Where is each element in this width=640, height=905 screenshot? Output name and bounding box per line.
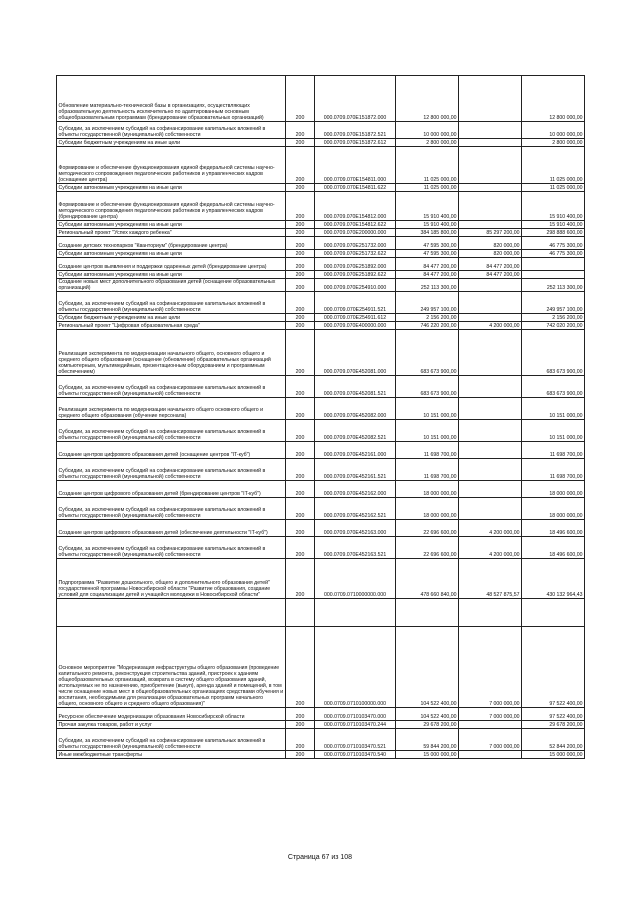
table-row [57, 398, 585, 420]
table-row [57, 221, 585, 229]
row-amount-total: 47 595 300,00 [396, 237, 459, 250]
row-code: 000.0709.070E254910.000 [315, 279, 396, 292]
row-grbs: 200 [286, 192, 315, 221]
row-code: 000.0709.070E452082.521 [315, 420, 396, 442]
row-grbs: 200 [286, 237, 315, 250]
row-grbs: 200 [286, 250, 315, 258]
row-amount-result: 2 156 200,00 [522, 314, 585, 322]
row-amount-change [459, 147, 522, 184]
table-row [57, 721, 585, 729]
row-name: Субсидии автономным учреждениям на иные цели [57, 250, 286, 258]
row-amount-total: 22 696 600,00 [396, 537, 459, 559]
row-name: Субсидии бюджетным учреждениям на иные цели [57, 139, 286, 147]
row-amount-change: 4 200 000,00 [459, 520, 522, 537]
row-grbs: 200 [286, 330, 315, 376]
row-name: Субсидии, за исключением субсидий на софинансирование капитальных вложений в объекты государственной (муниципальной) собственности [57, 537, 286, 559]
row-amount-change: 7 000 000,00 [459, 708, 522, 721]
row-name: Основное мероприятие "Модернизация инфраструктуры общего образования (проведение капитального ремонта, реконструкция строительства зданий, пристроек к зданиям общеобразовательных организаций, возврата в систему общего образования зданий, используемых не по назначению, приобретение (выкуп), аренда зданий и помещений, в том числе оснащение новых мест в общеобразовательных организациях средствами обучения и воспитания, необходимыми для реализации образовательных программ начального общего, основного общего и среднего общего образования)" [57, 627, 286, 708]
table-row [57, 122, 585, 139]
row-grbs: 200 [286, 221, 315, 229]
row-code: 000.0709.070E452162.521 [315, 498, 396, 520]
budget-table [56, 75, 585, 759]
row-amount-change [459, 330, 522, 376]
row-amount-result: 11 698 700,00 [522, 442, 585, 459]
row-name: Региональный проект "Успех каждого ребенка" [57, 229, 286, 237]
table-row [57, 271, 585, 279]
row-amount-result [522, 599, 585, 627]
row-amount-total: 18 000 000,00 [396, 498, 459, 520]
row-grbs: 200 [286, 76, 315, 122]
row-amount-result: 97 522 400,00 [522, 708, 585, 721]
row-amount-change [459, 751, 522, 759]
row-name: Субсидии, за исключением субсидий на софинансирование капитальных вложений в объекты государственной (муниципальной) собственности [57, 459, 286, 481]
row-amount-result: 15 910 400,00 [522, 192, 585, 221]
row-name: Субсидии бюджетным учреждениям на иные цели [57, 314, 286, 322]
table-row [57, 279, 585, 292]
row-amount-result: 2 800 000,00 [522, 139, 585, 147]
row-name: Субсидии, за исключением субсидий на софинансирование капитальных вложений в объекты государственной (муниципальной) собственности [57, 498, 286, 520]
row-code: 000.0709.070E151872.612 [315, 139, 396, 147]
table-row [57, 76, 585, 122]
row-amount-change: 7 000 000,00 [459, 729, 522, 751]
row-amount-change [459, 481, 522, 498]
row-amount-result: 18 496 600,00 [522, 537, 585, 559]
row-code [315, 599, 396, 627]
row-amount-change [459, 279, 522, 292]
row-code: 000.0709.070E254911.612 [315, 314, 396, 322]
row-amount-result: 430 132 964,43 [522, 559, 585, 599]
row-amount-total: 15 000 000,00 [396, 751, 459, 759]
row-code: 000.0709.0710100000.000 [315, 627, 396, 708]
row-amount-change [459, 221, 522, 229]
row-amount-total: 22 696 600,00 [396, 520, 459, 537]
row-code: 000.0709.0710103470.244 [315, 721, 396, 729]
row-code: 000.0709.070E452081.521 [315, 376, 396, 398]
row-name: Обновление материально-технической базы в организациях, осуществляющих образовательную деятельность исключительно по адаптированным основным общеобразовательным программам (брендирование образовательных организаций) [57, 76, 286, 122]
row-grbs: 200 [286, 559, 315, 599]
row-code: 000.0709.070E452163.521 [315, 537, 396, 559]
row-amount-total: 11 025 000,00 [396, 184, 459, 192]
row-amount-result: 46 775 300,00 [522, 237, 585, 250]
row-amount-total: 84 477 200,00 [396, 271, 459, 279]
row-grbs: 200 [286, 721, 315, 729]
row-amount-total: 384 185 800,00 [396, 229, 459, 237]
row-amount-change [459, 139, 522, 147]
row-amount-total: 249 957 100,00 [396, 292, 459, 314]
row-amount-change [459, 184, 522, 192]
row-amount-result: 18 000 000,00 [522, 481, 585, 498]
row-grbs: 200 [286, 627, 315, 708]
table-row [57, 184, 585, 192]
row-amount-total: 104 522 400,00 [396, 627, 459, 708]
row-grbs [286, 599, 315, 627]
table-row [57, 237, 585, 250]
row-grbs: 200 [286, 314, 315, 322]
row-grbs: 200 [286, 520, 315, 537]
row-amount-total: 10 151 000,00 [396, 398, 459, 420]
row-amount-result: 10 151 000,00 [522, 398, 585, 420]
table-row [57, 751, 585, 759]
row-grbs: 200 [286, 398, 315, 420]
table-row [57, 229, 585, 237]
row-amount-change: 4 200 000,00 [459, 537, 522, 559]
row-code: 000.0709.070E151872.000 [315, 76, 396, 122]
row-amount-change [459, 292, 522, 314]
row-amount-total: 2 800 000,00 [396, 139, 459, 147]
row-grbs: 200 [286, 420, 315, 442]
row-grbs: 200 [286, 708, 315, 721]
row-code: 000.0709.070E151872.521 [315, 122, 396, 139]
row-grbs: 200 [286, 279, 315, 292]
row-grbs: 200 [286, 258, 315, 271]
row-amount-total: 10 000 000,00 [396, 122, 459, 139]
row-amount-total: 11 698 700,00 [396, 442, 459, 459]
row-amount-change: 48 527 875,57 [459, 559, 522, 599]
table-row [57, 708, 585, 721]
row-grbs: 200 [286, 481, 315, 498]
row-amount-result: 11 025 000,00 [522, 184, 585, 192]
row-name: Создание новых мест дополнительного образования детей (оснащение образовательных организаций) [57, 279, 286, 292]
row-name: Иные межбюджетные трансферты [57, 751, 286, 759]
row-code: 000.0709.070E400000.000 [315, 322, 396, 330]
row-code: 000.0709.0710103470.521 [315, 729, 396, 751]
budget-table-sheet [56, 75, 584, 759]
row-code: 000.0709.0710103470.000 [315, 708, 396, 721]
budget-table-body [57, 76, 585, 759]
row-amount-result: 249 957 100,00 [522, 292, 585, 314]
row-grbs: 200 [286, 184, 315, 192]
row-amount-total: 11 698 700,00 [396, 459, 459, 481]
row-code: 000.0709.070E154811.622 [315, 184, 396, 192]
row-grbs: 200 [286, 729, 315, 751]
row-amount-total: 746 220 200,00 [396, 322, 459, 330]
row-amount-total [396, 599, 459, 627]
table-row [57, 459, 585, 481]
row-amount-change [459, 398, 522, 420]
row-amount-total: 47 595 300,00 [396, 250, 459, 258]
row-grbs: 200 [286, 229, 315, 237]
row-amount-result: 18 496 600,00 [522, 520, 585, 537]
row-amount-result: 298 888 600,00 [522, 229, 585, 237]
row-name [57, 599, 286, 627]
row-amount-total: 15 910 400,00 [396, 221, 459, 229]
row-amount-total: 2 156 200,00 [396, 314, 459, 322]
row-code: 000.0709.070E452163.000 [315, 520, 396, 537]
row-code: 000.0709.070E254911.521 [315, 292, 396, 314]
row-amount-result: 11 698 700,00 [522, 459, 585, 481]
row-code: 000.0709.070E452161.000 [315, 442, 396, 459]
row-name: Субсидии, за исключением субсидий на софинансирование капитальных вложений в объекты государственной (муниципальной) собственности [57, 729, 286, 751]
row-code: 000.0709.0710103470.540 [315, 751, 396, 759]
row-name: Создание центров цифрового образования детей (оснащение центров "IT-куб") [57, 442, 286, 459]
row-amount-change: 820 000,00 [459, 250, 522, 258]
row-grbs: 200 [286, 498, 315, 520]
row-amount-result: 11 025 000,00 [522, 147, 585, 184]
table-row [57, 147, 585, 184]
row-code: 000.0709.070E154811.000 [315, 147, 396, 184]
table-row [57, 627, 585, 708]
row-name: Подпрограмма "Развитие дошкольного, общего и дополнительного образования детей" государственной программы Новосибирской области "Развитие образования, создание условий для социализации детей и учащейся молодежи в Новосибирской области" [57, 559, 286, 599]
row-amount-change [459, 721, 522, 729]
row-grbs: 200 [286, 751, 315, 759]
row-amount-change [459, 376, 522, 398]
row-amount-result: 683 673 900,00 [522, 376, 585, 398]
row-amount-change [459, 122, 522, 139]
row-amount-result: 10 151 000,00 [522, 420, 585, 442]
page-number: Страница 67 из 108 [287, 854, 353, 861]
row-code: 000.0709.070E452161.521 [315, 459, 396, 481]
row-name: Реализация эксперимента по модернизации начального общего основного общего и среднего общего образования (обучение персонала) [57, 398, 286, 420]
row-code: 000.0709.0710000000.000 [315, 559, 396, 599]
row-grbs: 200 [286, 376, 315, 398]
table-row [57, 599, 585, 627]
table-row [57, 559, 585, 599]
row-amount-total: 683 673 900,00 [396, 376, 459, 398]
row-name: Создание центров цифрового образования детей (обеспечение деятельности "IT-куб") [57, 520, 286, 537]
table-row [57, 192, 585, 221]
row-name: Реализация эксперимента по модернизации начального общего, основного общего и среднего общего образования (оснащение (обновление) образовательных организаций компьютерным, мультимедийным, презентационным оборудованием и программным обеспечением) [57, 330, 286, 376]
table-row [57, 139, 585, 147]
row-name: Субсидии автономным учреждениям на иные цели [57, 221, 286, 229]
row-amount-change [459, 498, 522, 520]
row-grbs: 200 [286, 147, 315, 184]
row-grbs: 200 [286, 292, 315, 314]
row-amount-change [459, 459, 522, 481]
row-name: Прочая закупка товаров, работ и услуг [57, 721, 286, 729]
row-name: Субсидии, за исключением субсидий на софинансирование капитальных вложений в объекты государственной (муниципальной) собственности [57, 122, 286, 139]
row-name: Создание детских технопарков "Кванториум" (брендирование центра) [57, 237, 286, 250]
row-amount-result: 683 673 900,00 [522, 330, 585, 376]
row-code: 000.0709.070E200000.000 [315, 229, 396, 237]
table-row [57, 250, 585, 258]
table-row [57, 292, 585, 314]
row-amount-change [459, 442, 522, 459]
row-amount-change: 85 297 200,00 [459, 229, 522, 237]
table-row [57, 330, 585, 376]
row-name: Формирование и обеспечение функционирования единой федеральной системы научно-методического сопровождения педагогических работников и управленческих кадров (брендирование центра) [57, 192, 286, 221]
row-amount-change: 84 477 200,00 [459, 258, 522, 271]
row-name: Субсидии, за исключением субсидий на софинансирование капитальных вложений в объекты государственной (муниципальной) собственности [57, 292, 286, 314]
row-amount-total: 29 678 200,00 [396, 721, 459, 729]
row-code: 000.0709.070E154812.000 [315, 192, 396, 221]
row-amount-result [522, 271, 585, 279]
row-amount-result [522, 258, 585, 271]
row-code: 000.0709.070E251892.622 [315, 271, 396, 279]
row-amount-change: 7 000 000,00 [459, 627, 522, 708]
row-amount-result: 12 800 000,00 [522, 76, 585, 122]
row-amount-total: 11 025 000,00 [396, 147, 459, 184]
row-amount-change [459, 599, 522, 627]
row-code: 000.0709.070E452162.000 [315, 481, 396, 498]
table-row [57, 442, 585, 459]
row-code: 000.0709.070E251732.622 [315, 250, 396, 258]
row-amount-result: 52 844 200,00 [522, 729, 585, 751]
row-name: Субсидии автономным учреждениям на иные цели [57, 271, 286, 279]
row-name: Субсидии автономным учреждениям на иные цели [57, 184, 286, 192]
row-code: 000.0709.070E154812.622 [315, 221, 396, 229]
row-amount-change: 4 200 000,00 [459, 322, 522, 330]
table-row [57, 520, 585, 537]
row-amount-result: 18 000 000,00 [522, 498, 585, 520]
row-amount-result: 252 113 300,00 [522, 279, 585, 292]
row-code: 000.0709.070E452081.000 [315, 330, 396, 376]
row-amount-total: 683 673 900,00 [396, 330, 459, 376]
row-name: Формирование и обеспечение функционирования единой федеральной системы научно-методического сопровождения педагогических работников и управленческих кадров (оснащение центра) [57, 147, 286, 184]
row-name: Создание центров цифрового образования детей (брендирование центров "IT-куб") [57, 481, 286, 498]
row-code: 000.0709.070E251732.000 [315, 237, 396, 250]
row-name: Создание центров выявления и поддержки одаренных детей (брендирование центра) [57, 258, 286, 271]
row-amount-total: 104 522 400,00 [396, 708, 459, 721]
row-amount-change: 84 477 200,00 [459, 271, 522, 279]
row-amount-result: 10 000 000,00 [522, 122, 585, 139]
row-name: Субсидии, за исключением субсидий на софинансирование капитальных вложений в объекты государственной (муниципальной) собственности [57, 420, 286, 442]
row-grbs: 200 [286, 537, 315, 559]
row-amount-total: 59 844 200,00 [396, 729, 459, 751]
row-code: 000.0709.070E251892.000 [315, 258, 396, 271]
table-row [57, 258, 585, 271]
table-row [57, 498, 585, 520]
row-amount-result: 15 000 000,00 [522, 751, 585, 759]
row-grbs: 200 [286, 271, 315, 279]
row-amount-total: 84 477 200,00 [396, 258, 459, 271]
row-amount-total: 18 000 000,00 [396, 481, 459, 498]
row-amount-result: 15 910 400,00 [522, 221, 585, 229]
row-grbs: 200 [286, 322, 315, 330]
table-row [57, 420, 585, 442]
row-amount-total: 12 800 000,00 [396, 76, 459, 122]
row-amount-change [459, 420, 522, 442]
row-name: Ресурсное обеспечение модернизации образования Новосибирской области [57, 708, 286, 721]
row-amount-change: 820 000,00 [459, 237, 522, 250]
row-name: Субсидии, за исключением субсидий на софинансирование капитальных вложений в объекты государственной (муниципальной) собственности [57, 376, 286, 398]
row-amount-total: 252 113 300,00 [396, 279, 459, 292]
row-name: Региональный проект "Цифровая образовательная среда" [57, 322, 286, 330]
table-row [57, 537, 585, 559]
row-amount-result: 742 020 200,00 [522, 322, 585, 330]
row-amount-result: 46 775 300,00 [522, 250, 585, 258]
row-grbs: 200 [286, 139, 315, 147]
row-amount-change [459, 314, 522, 322]
row-amount-result: 29 678 200,00 [522, 721, 585, 729]
row-amount-total: 15 910 400,00 [396, 192, 459, 221]
row-grbs: 200 [286, 459, 315, 481]
row-amount-result: 97 522 400,00 [522, 627, 585, 708]
row-amount-change [459, 76, 522, 122]
row-code: 000.0709.070E452082.000 [315, 398, 396, 420]
row-grbs: 200 [286, 442, 315, 459]
row-amount-total: 10 151 000,00 [396, 420, 459, 442]
row-grbs: 200 [286, 122, 315, 139]
row-amount-change [459, 192, 522, 221]
table-row [57, 322, 585, 330]
table-row [57, 481, 585, 498]
table-row [57, 376, 585, 398]
row-amount-total: 478 660 840,00 [396, 559, 459, 599]
table-row [57, 314, 585, 322]
table-row [57, 729, 585, 751]
